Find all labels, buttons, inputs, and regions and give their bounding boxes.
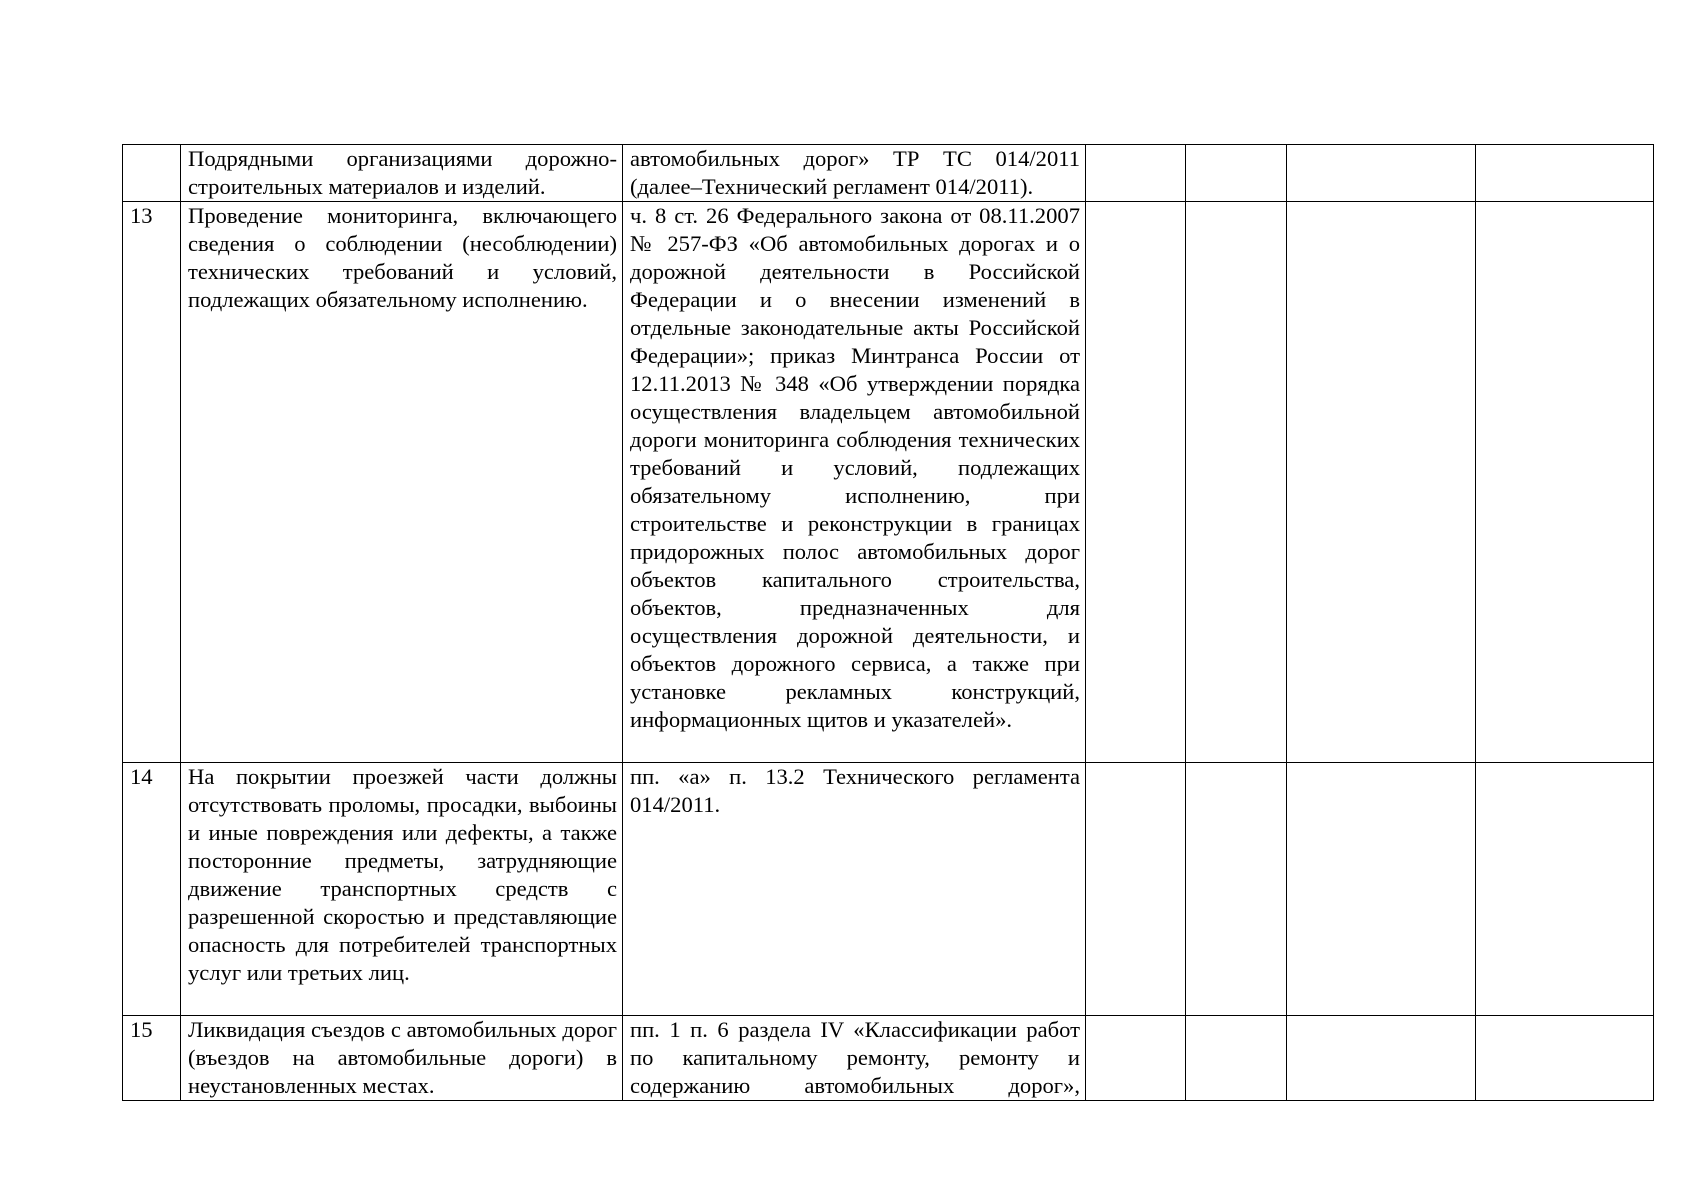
- empty-cell: [1086, 145, 1186, 202]
- empty-cell: [1186, 145, 1287, 202]
- requirement-cell: Подрядными организациями дорожно-строительных материалов и изделий.: [181, 145, 623, 202]
- legal-reference-cell: ч. 8 ст. 26 Федерального закона от 08.11.2007 № 257-ФЗ «Об автомобильных дорогах и о дорожной деятельности в Российской Федерации и о внесении изменений в отдельные законодательные акты Российской Федерации»; приказ Минтранса России от 12.11.2013 № 348 «Об утверждении порядка осуществления владельцем автомобильной дороги мониторинга соблюдения технических требований и условий, подлежащих обязательному исполнению, при строительстве и реконструкции в границах придорожных полос автомобильных дорог объектов капитального строительства, объектов, предназначенных для осуществления дорожной деятельности, и объектов дорожного сервиса, а также при установке рекламных конструкций, информационных щитов и указателей».: [623, 202, 1086, 763]
- row-number-cell: 15: [123, 1016, 181, 1101]
- legal-reference-cell: пп. «а» п. 13.2 Технического регламента 014/2011.: [623, 763, 1086, 1016]
- empty-cell: [1186, 202, 1287, 763]
- table-row: [123, 1016, 1654, 1101]
- empty-cell: [1476, 1016, 1654, 1101]
- empty-cell: [1287, 1016, 1476, 1101]
- empty-cell: [1287, 202, 1476, 763]
- requirement-cell: Ликвидация съездов с автомобильных дорог (въездов на автомобильные дороги) в неустановленных местах.: [181, 1016, 623, 1101]
- empty-cell: [1086, 202, 1186, 763]
- empty-cell: [1287, 763, 1476, 1016]
- table-row: [123, 145, 1654, 202]
- legal-reference-cell: пп. 1 п. 6 раздела IV «Классификации работ по капитальному ремонту, ремонту и содержанию автомобильных дорог»,: [623, 1016, 1086, 1101]
- row-number-cell: 13: [123, 202, 181, 763]
- empty-cell: [1186, 763, 1287, 1016]
- empty-cell: [1086, 1016, 1186, 1101]
- empty-cell: [1476, 202, 1654, 763]
- empty-cell: [1186, 1016, 1287, 1101]
- empty-cell: [1086, 763, 1186, 1016]
- requirement-cell: Проведение мониторинга, включающего сведения о соблюдении (несоблюдении) технических требований и условий, подлежащих обязательному исполнению.: [181, 202, 623, 763]
- empty-cell: [1476, 763, 1654, 1016]
- empty-cell: [1476, 145, 1654, 202]
- row-number-cell: 14: [123, 763, 181, 1016]
- empty-cell: [1287, 145, 1476, 202]
- requirement-cell: На покрытии проезжей части должны отсутствовать проломы, просадки, выбоины и иные повреждения или дефекты, а также посторонние предметы, затрудняющие движение транспортных средств с разрешенной скоростью и представляющие опасность для потребителей транспортных услуг или третьих лиц.: [181, 763, 623, 1016]
- table-row: [123, 763, 1654, 1016]
- table-row: [123, 202, 1654, 763]
- row-number-cell: [123, 145, 181, 202]
- requirements-table: [122, 144, 1654, 1101]
- legal-reference-cell: автомобильных дорог» ТР ТС 014/2011 (далее–Технический регламент 014/2011).: [623, 145, 1086, 202]
